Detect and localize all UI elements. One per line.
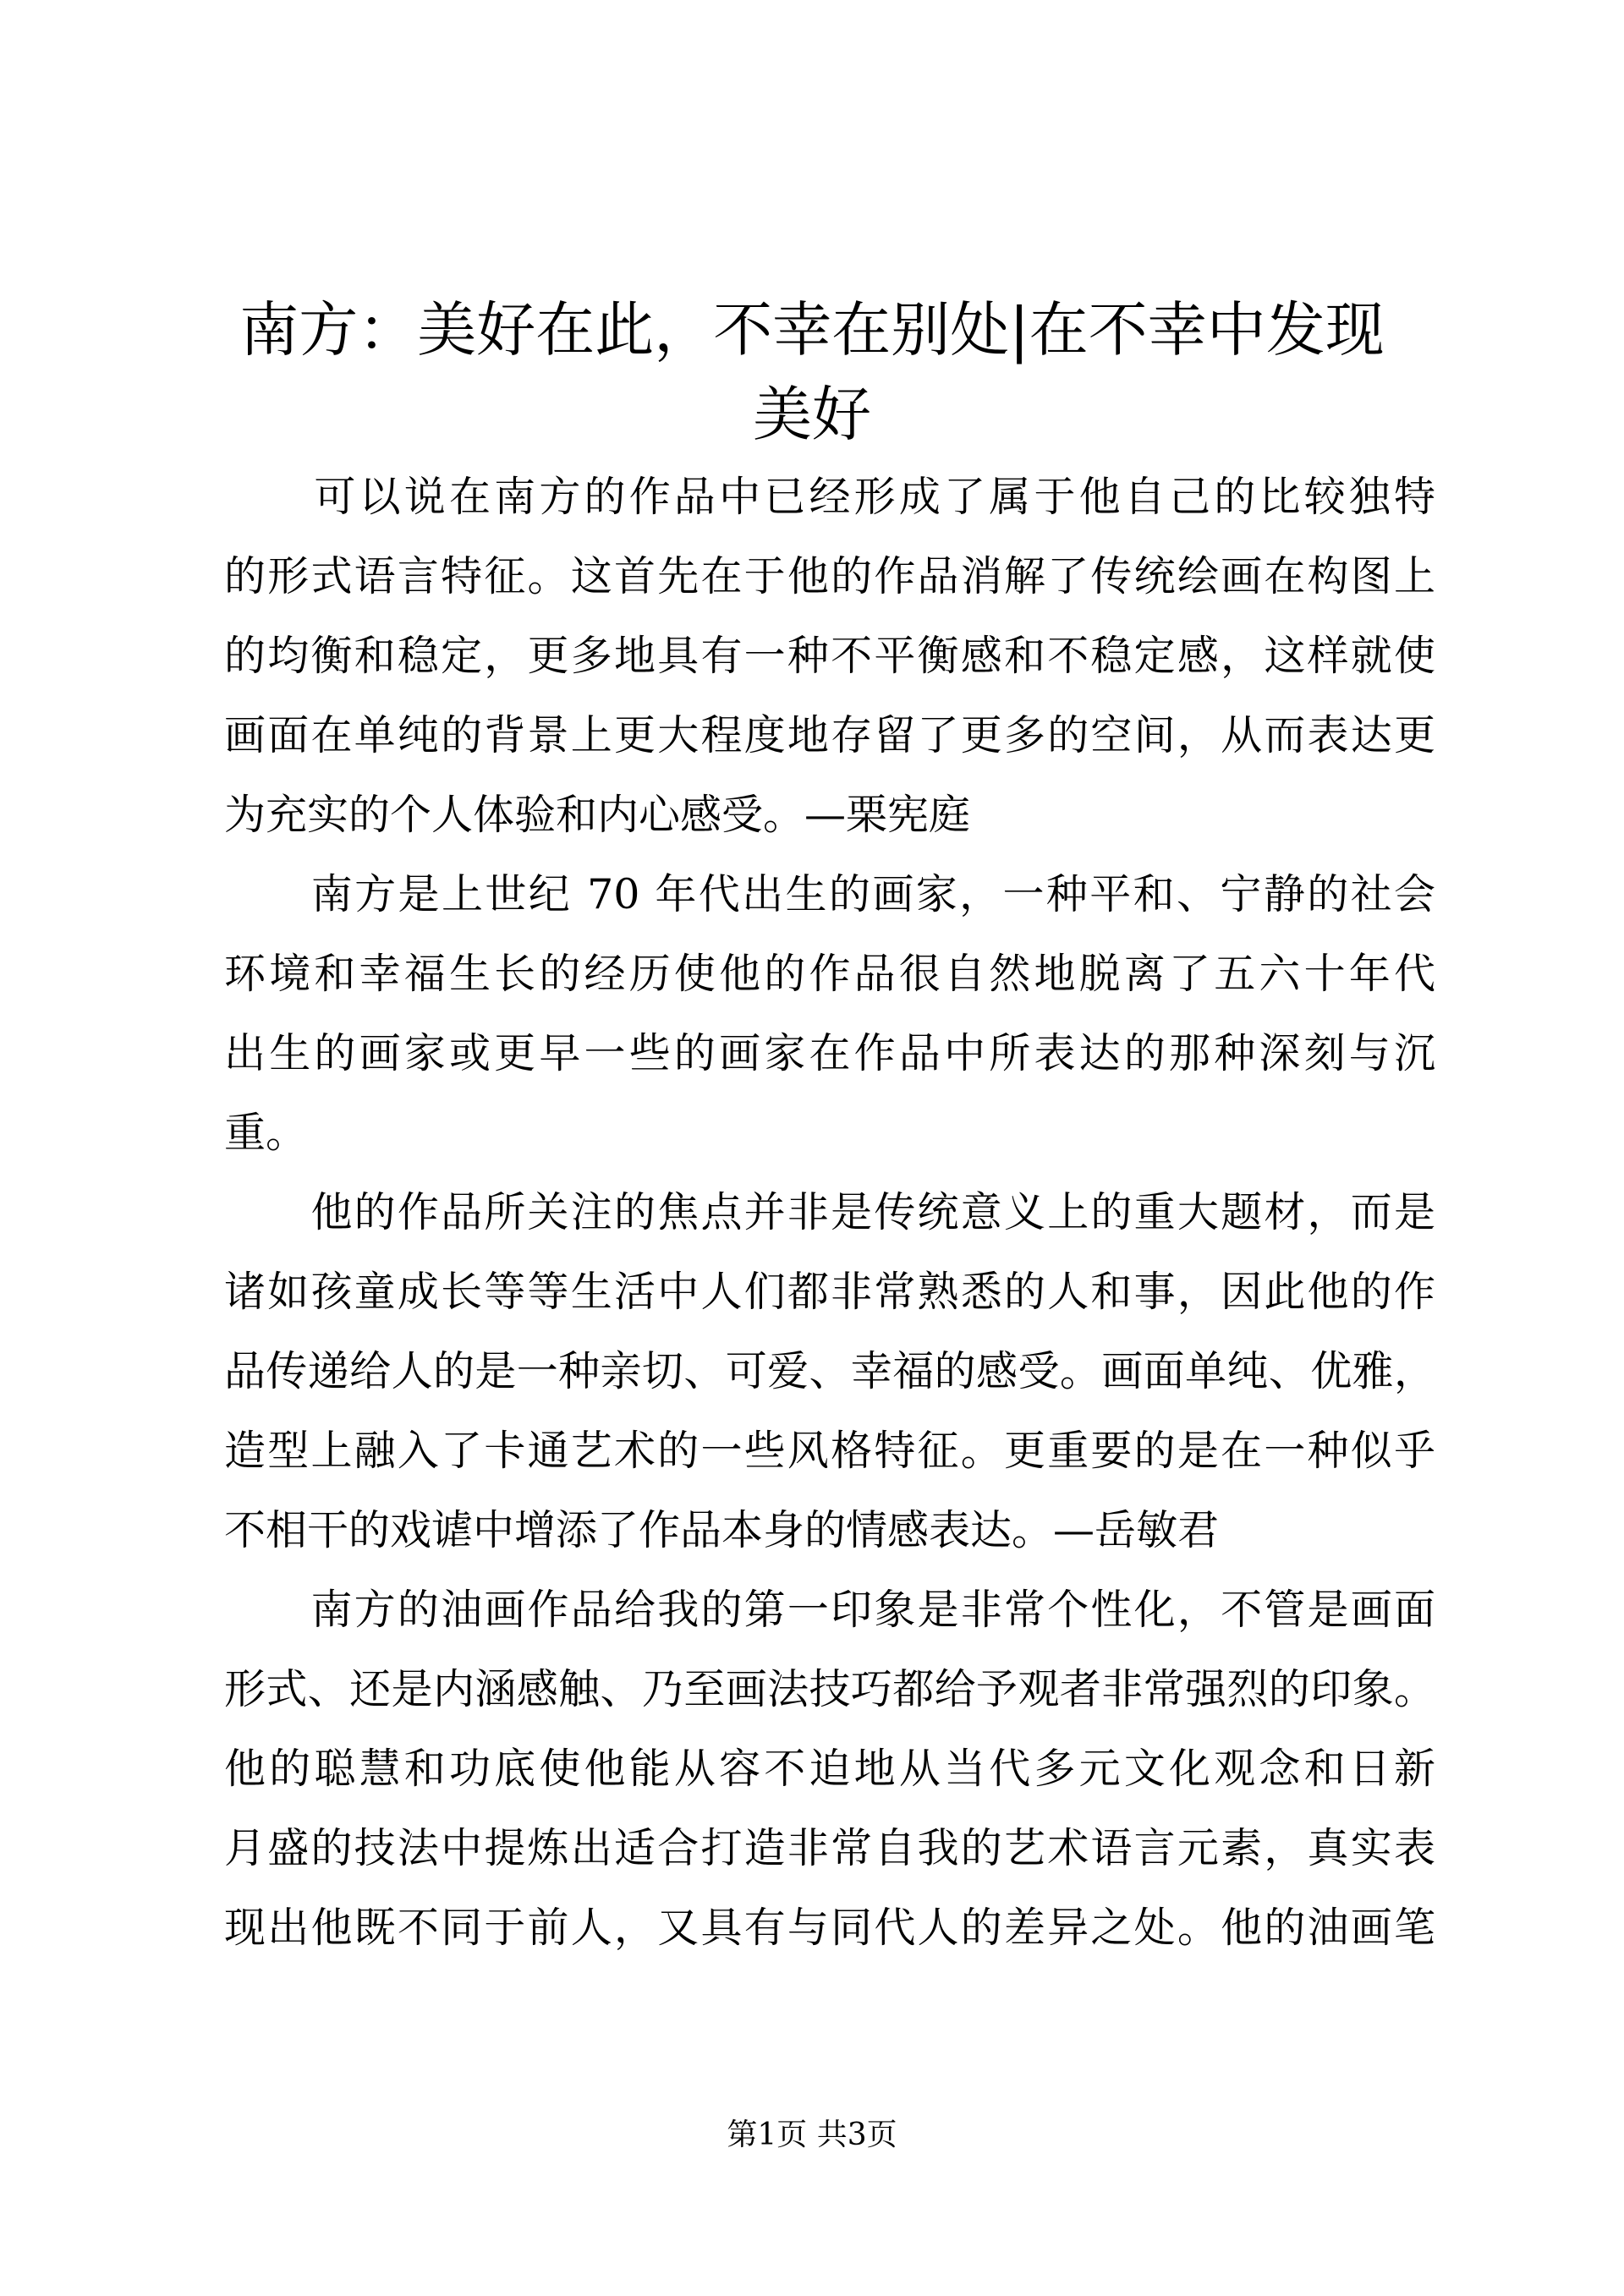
text-line: 可以说在南方的作品中已经形成了属于他自己的比较独特 [224,473,1435,521]
text-line: 南方的油画作品给我的第一印象是非常个性化，不管是画面 [224,1586,1435,1634]
text-line: 的均衡和稳定，更多地具有一种不平衡感和不稳定感，这样就使 [224,632,1435,680]
page-number: 第1页 共3页 [727,2118,897,2152]
document-title [203,288,1421,457]
text-line: 他的聪慧和功底使他能从容不迫地从当代多元文化观念和日新 [224,1745,1435,1793]
paragraph-2 [224,855,1435,1173]
text-line: 形式、还是内涵感触、乃至画法技巧都给予观者非常强烈的印象。 [224,1665,1435,1713]
text-line: 造型上融入了卡通艺术的一些风格特征。更重要的是在一种似乎 [224,1427,1435,1475]
paragraph-1 [224,458,1435,855]
text-line: 重。 [224,1109,308,1157]
text-line: 现出他既不同于前人，又具有与同代人的差异之处。他的油画笔 [224,1904,1435,1952]
text-line: 的形式语言特征。这首先在于他的作品消解了传统绘画在构图上 [224,552,1435,600]
text-line: 环境和幸福生长的经历使他的作品很自然地脱离了五六十年代 [224,950,1435,998]
text-line: 画面在单纯的背景上更大程度地存留了更多的空间，从而表达更 [224,711,1435,759]
document-body [224,458,1435,1968]
text-line: 为充实的个人体验和内心感受。—栗宪庭 [224,791,971,839]
title-line: 南方：美好在此，不幸在别处|在不幸中发现 [239,295,1385,364]
paragraph-3 [224,1173,1435,1570]
title-line: 美好 [753,380,871,449]
text-line: 他的作品所关注的焦点并非是传统意义上的重大题材，而是 [224,1188,1435,1236]
text-line: 不相干的戏谑中增添了作品本身的情感表达。—岳敏君 [224,1506,1220,1554]
text-line: 品传递给人的是一种亲切、可爱、幸福的感受。画面单纯、优雅， [224,1347,1435,1395]
text-line: 月盛的技法中提炼出适合打造非常自我的艺术语言元素，真实表 [224,1824,1435,1872]
text-line: 南方是上世纪 70 年代出生的画家，一种平和、宁静的社会 [224,870,1435,918]
text-line: 诸如孩童成长等等生活中人们都非常熟悉的人和事，因此他的作 [224,1268,1435,1316]
text-line: 出生的画家或更早一些的画家在作品中所表达的那种深刻与沉 [224,1029,1435,1077]
paragraph-4 [224,1570,1435,1968]
